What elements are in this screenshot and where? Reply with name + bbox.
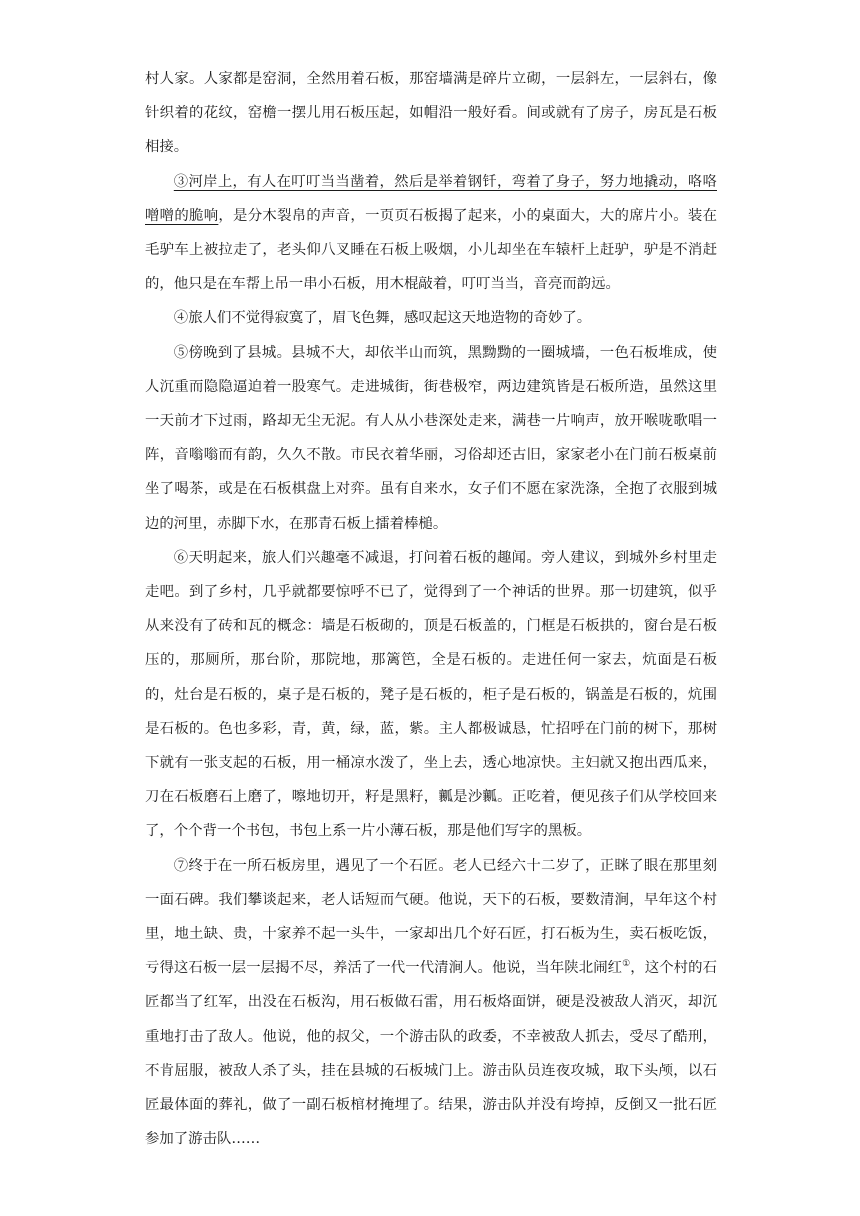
paragraph-5: ⑤傍晚到了县城。县城不大，却依半山而筑，黑黝黝的一圈城墙，一色石板堆成，使人沉重而隐隐逼迫着一股寒气。走进城街，街巷极窄，两边建筑皆是石板所造，虽然这里一天前才下过雨，路却无尘无泥。有人从小巷深处走来，满巷一片响声，放开喉咙歌唱一阵，音嗡嗡而有韵，久久不散。市民衣着华丽，习俗却还古旧，家家老小在门前石板桌前坐了喝茶，或是在石板棋盘上对弈。虽有自来水，女子们不愿在家洗涤，全抱了衣服到城边的河里，赤脚下水，在那青石板上擂着棒槌。 [145,344,717,532]
underlined-sentence: ③河岸上，有人在叮叮当当凿着，然后是举着钢钎，弯着了身子，努力地撬动，咯咯噌噌的脆响 [145,173,717,224]
paragraph-7 [145,849,717,1157]
document-page [145,62,717,1157]
paragraph-3-rest: ，是分木裂帛的声音，一页页石板揭了起来，小的桌面大，大的席片小。装在毛驴车上被拉走了，老头仰八叉睡在石板上吸烟，小儿却坐在车辕杆上赶驴，驴是不消赶的，他只是在车帮上吊一串小石板，用木棍敲着，叮叮当当，音亮而韵远。 [145,207,717,293]
paragraph-7-part-1: ⑦终于在一所石板房里，遇见了一个石匠。老人已经六十二岁了，正眯了眼在那里刻一面石碑。我们攀谈起来，老人话短而气硬。他说，天下的石板，要数清涧，早年这个村里，地土缺、贵，十家养不起一头牛，一家却出几个好石匠，打石板为生，卖石板吃饭，亏得这石板一层一层揭不尽，养活了一代一代清涧人。他说，当年陕北闹红 [145,857,717,977]
paragraph-6: ⑥天明起来，旅人们兴趣毫不减退，打问着石板的趣闻。旁人建议，到城外乡村里走走吧。到了乡村，几乎就都要惊呼不已了，觉得到了一个神话的世界。那一切建筑，似乎从来没有了砖和瓦的概念：墙是石板砌的，顶是石板盖的，门框是石板拱的，窗台是石板压的，那厕所，那台阶，那院地，那篱笆，全是石板的。走进任何一家去，炕面是石板的，灶台是石板的，桌子是石板的，凳子是石板的，柜子是石板的，锅盖是石板的，炕围是石板的。色也多彩，青，黄，绿，蓝，紫。主人都极诚恳，忙招呼在门前的树下，那树下就有一张支起的石板，用一桶凉水泼了，坐上去，透心地凉快。主妇就又抱出西瓜来，刀在石板磨石上磨了，嚓地切开，籽是黑籽，瓤是沙瓤。正吃着，便见孩子们从学校回来了，个个背一个书包，书包上系一片小薄石板，那是他们写字的黑板。 [145,549,717,840]
paragraph-continued: 村人家。人家都是窑洞，全然用着石板，那窑墙满是碎片立砌，一层斜左，一层斜右，像针织着的花纹，窑檐一摆儿用石板压起，如帽沿一般好看。间或就有了房子，房瓦是石板相接。 [145,71,717,156]
paragraph-3 [145,165,717,302]
paragraph-4: ④旅人们不觉得寂寞了，眉飞色舞，感叹起这天地造物的奇妙了。 [173,310,592,327]
paragraph-7-part-2: ，这个村的石匠都当了红军，出没在石板沟，用石板做石雷，用石板烙面饼，硬是没被敌人消灭，却沉重地打击了敌人。他说，他的叔父，一个游击队的政委，不幸被敌人抓去，受尽了酷刑，不肯屈服，被敌人杀了头，挂在县城的石板城门上。游击队员连夜攻城，取下头颅，以石匠最体面的葬礼，做了一副石板棺材掩埋了。结果，游击队并没有垮掉，反倒又一批石匠参加了游击队…… [145,960,717,1148]
footnote-marker: ① [622,959,631,970]
